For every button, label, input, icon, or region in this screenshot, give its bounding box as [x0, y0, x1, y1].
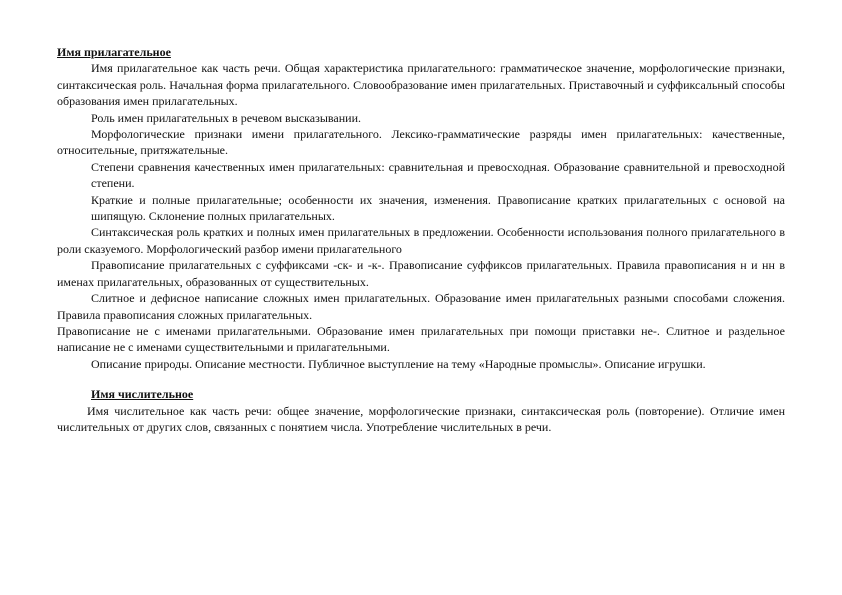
paragraph-adjective-suffixes: Правописание прилагательных с суффиксами -ск- и -к-. Правописание суффиксов прилагательных. Правила правописания н и нн в именах прилагательных, образованных от существительных.: [57, 258, 785, 289]
paragraph-numeral-overview: Имя числительное как часть речи: общее значение, морфологические признаки, синтаксическая роль (повторение). Отличие имен числительных от других слов, связанных с понятием числа. Употребление числительных в речи.: [57, 403, 785, 434]
paragraph-adjective-compound: Слитное и дефисное написание сложных имен прилагательных. Образование имен прилагательных разными способами сложения. Правила правописания сложных прилагательных.: [57, 291, 785, 322]
section-title-numeral: Имя числительное: [91, 387, 194, 402]
paragraph-adjective-morphology: Морфологические признаки имени прилагательного. Лексико-грамматические разряды имен прилагательных: качественные, относительные, притяжательные.: [57, 127, 785, 158]
paragraph-adjective-degrees: Степени сравнения качественных имен прилагательных: сравнительная и превосходная. Образование сравнительной и превосходной степени.: [91, 159, 785, 191]
paragraph-adjective-short-full: Краткие и полные прилагательные; особенности их значения, изменения. Правописание кратких прилагательных с основой на шипящую. Склонение полных прилагательных.: [91, 192, 785, 224]
section-title-adjective: Имя прилагательное: [57, 45, 171, 59]
paragraph-adjective-role: Роль имен прилагательных в речевом высказывании.: [91, 110, 361, 125]
paragraph-adjective-syntax: Синтаксическая роль кратких и полных имен прилагательных в предложении. Особенности использования полного прилагательного в роли сказуемого. Морфологический разбор имени прилагательного: [57, 225, 785, 256]
document-page: [57, 44, 785, 435]
section-gap: [57, 372, 785, 386]
paragraph-adjective-description: Описание природы. Описание местности. Публичное выступление на тему «Народные промыслы». Описание игрушки.: [91, 356, 706, 371]
paragraph-adjective-overview: Имя прилагательное как часть речи. Общая характеристика прилагательного: грамматическое значение, морфологические признаки, синтаксическая роль. Начальная форма прилагательного. Словообразование имен прилагательных. Приставочный и суффиксальный способы образования имен прилагательных.: [57, 61, 785, 109]
paragraph-adjective-ne: Правописание не с именами прилагательными. Образование имен прилагательных при помощи приставки не-. Слитное и раздельное написание не с именами существительными и прилагательными.: [57, 323, 785, 355]
